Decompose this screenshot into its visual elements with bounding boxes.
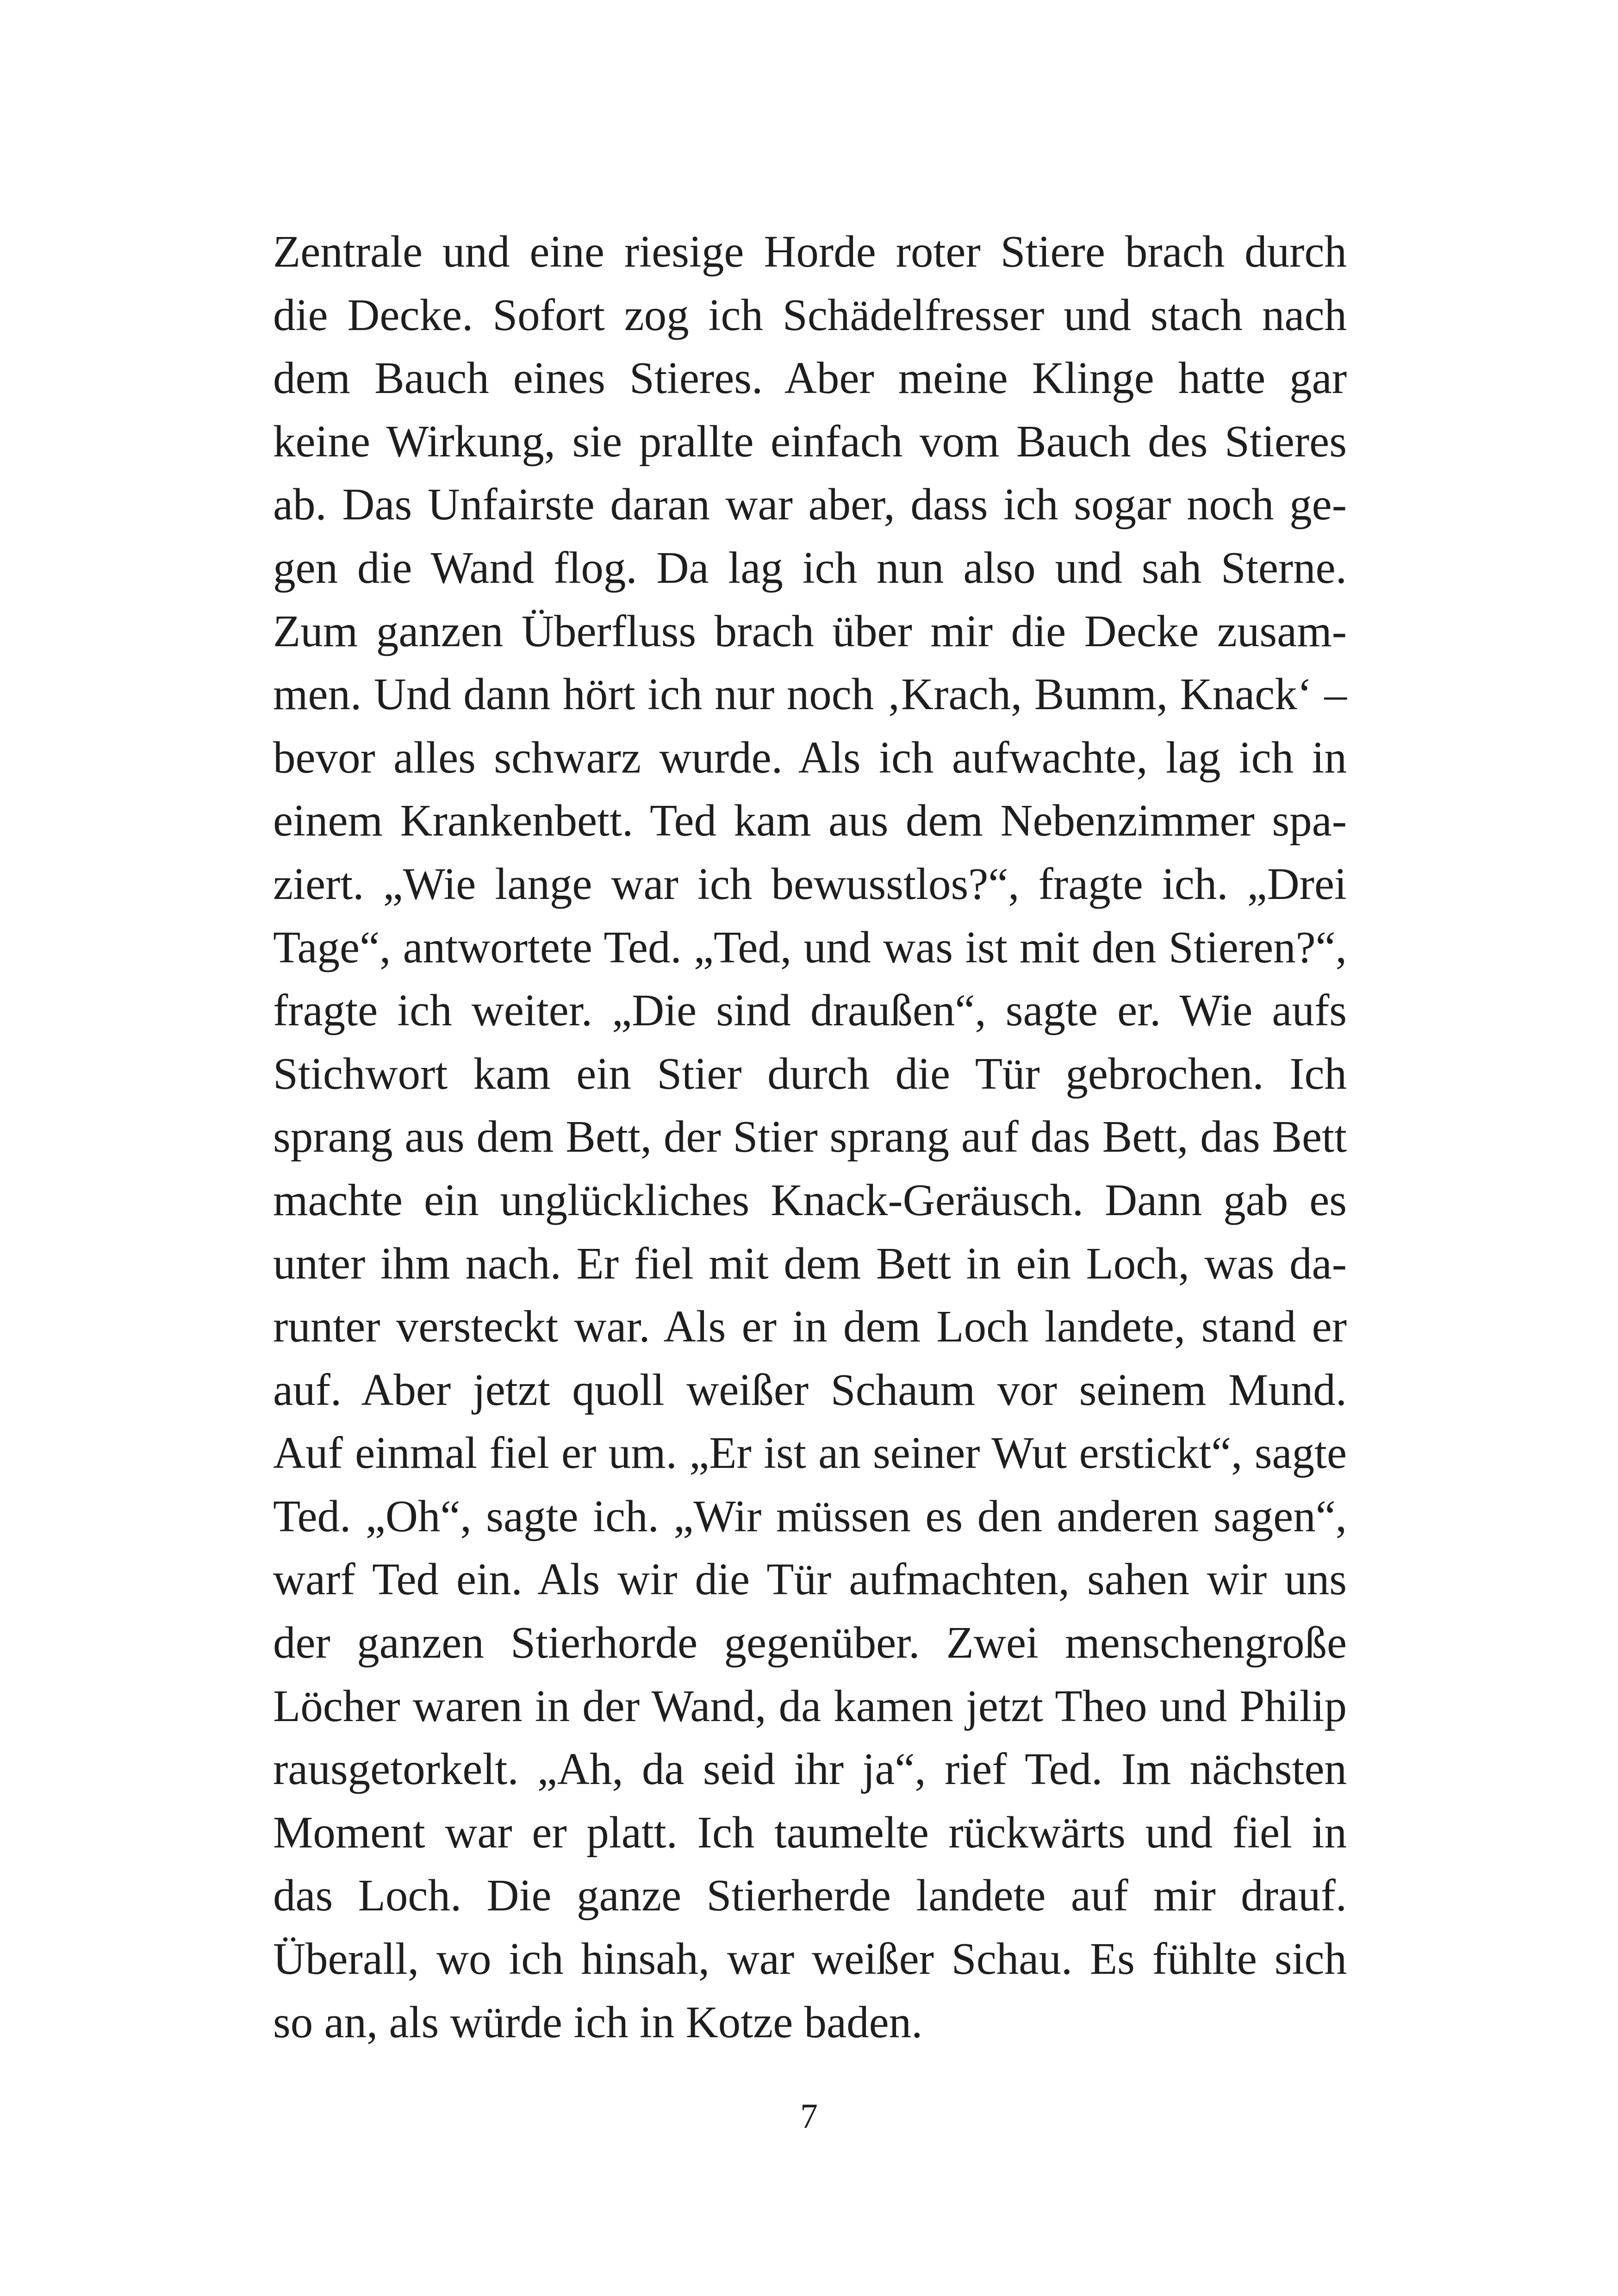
text-line: Ted. „Oh“, sagte ich. „Wir müssen es den anderen sagen“, xyxy=(273,1491,1347,1541)
text-line: Auf einmal fiel er um. „Er ist an seiner Wut erstickt“, sagte xyxy=(273,1428,1347,1478)
text-line: rausgetorkelt. „Ah, da seid ihr ja“, rief Ted. Im nächsten xyxy=(273,1744,1347,1794)
text-line: ab. Das Unfairste daran war aber, dass ich sogar noch ge- xyxy=(273,480,1347,530)
text-line: Zum ganzen Überfluss brach über mir die Decke zusam- xyxy=(273,606,1347,656)
text-line: fragte ich weiter. „Die sind draußen“, sagte er. Wie aufs xyxy=(273,986,1347,1036)
text-line: der ganzen Stierhorde gegenüber. Zwei menschengroße xyxy=(273,1618,1347,1668)
text-line: das Loch. Die ganze Stierherde landete auf mir drauf. xyxy=(273,1871,1347,1921)
text-line: die Decke. Sofort zog ich Schädelfresser und stach nach xyxy=(273,290,1347,340)
body-text xyxy=(273,220,1347,2054)
text-line: Stichwort kam ein Stier durch die Tür gebrochen. Ich xyxy=(273,1048,1347,1098)
text-line: warf Ted ein. Als wir die Tür aufmachten, sahen wir uns xyxy=(273,1554,1347,1604)
text-line: Überall, wo ich hinsah, war weißer Schau. Es fühlte sich xyxy=(273,1934,1347,1984)
text-line: men. Und dann hört ich nur noch ‚Krach, Bumm, Knack‘ – xyxy=(273,669,1347,719)
text-line: keine Wirkung, sie prallte einfach vom Bauch des Stieres xyxy=(273,416,1347,466)
text-line: Moment war er platt. Ich taumelte rückwärts und fiel in xyxy=(273,1807,1347,1857)
text-line: machte ein unglückliches Knack-Geräusch. Dann gab es xyxy=(273,1175,1347,1225)
text-line: auf. Aber jetzt quoll weißer Schaum vor seinem Mund. xyxy=(273,1365,1347,1415)
text-line: Löcher waren in der Wand, da kamen jetzt Theo und Philip xyxy=(273,1681,1347,1731)
text-line: ziert. „Wie lange war ich bewusstlos?“, fragte ich. „Drei xyxy=(273,859,1347,909)
page-number: 7 xyxy=(800,2097,818,2136)
text-line: runter versteckt war. Als er in dem Loch landete, stand er xyxy=(273,1302,1347,1352)
text-line: Tage“, antwortete Ted. „Ted, und was ist mit den Stieren?“, xyxy=(273,922,1347,972)
text-line-last: so an, als würde ich in Kotze baden. xyxy=(273,1997,923,2047)
text-line: gen die Wand flog. Da lag ich nun also und sah Sterne. xyxy=(273,543,1347,593)
text-line: sprang aus dem Bett, der Stier sprang auf das Bett, das Bett xyxy=(273,1112,1347,1162)
text-line: bevor alles schwarz wurde. Als ich aufwachte, lag ich in xyxy=(273,732,1347,782)
text-line: einem Krankenbett. Ted kam aus dem Nebenzimmer spa- xyxy=(273,796,1347,846)
text-line: unter ihm nach. Er fiel mit dem Bett in ein Loch, was da- xyxy=(273,1238,1347,1288)
text-line: dem Bauch eines Stieres. Aber meine Klinge hatte gar xyxy=(273,353,1347,403)
text-line: Zentrale und eine riesige Horde roter Stiere brach durch xyxy=(273,227,1347,276)
